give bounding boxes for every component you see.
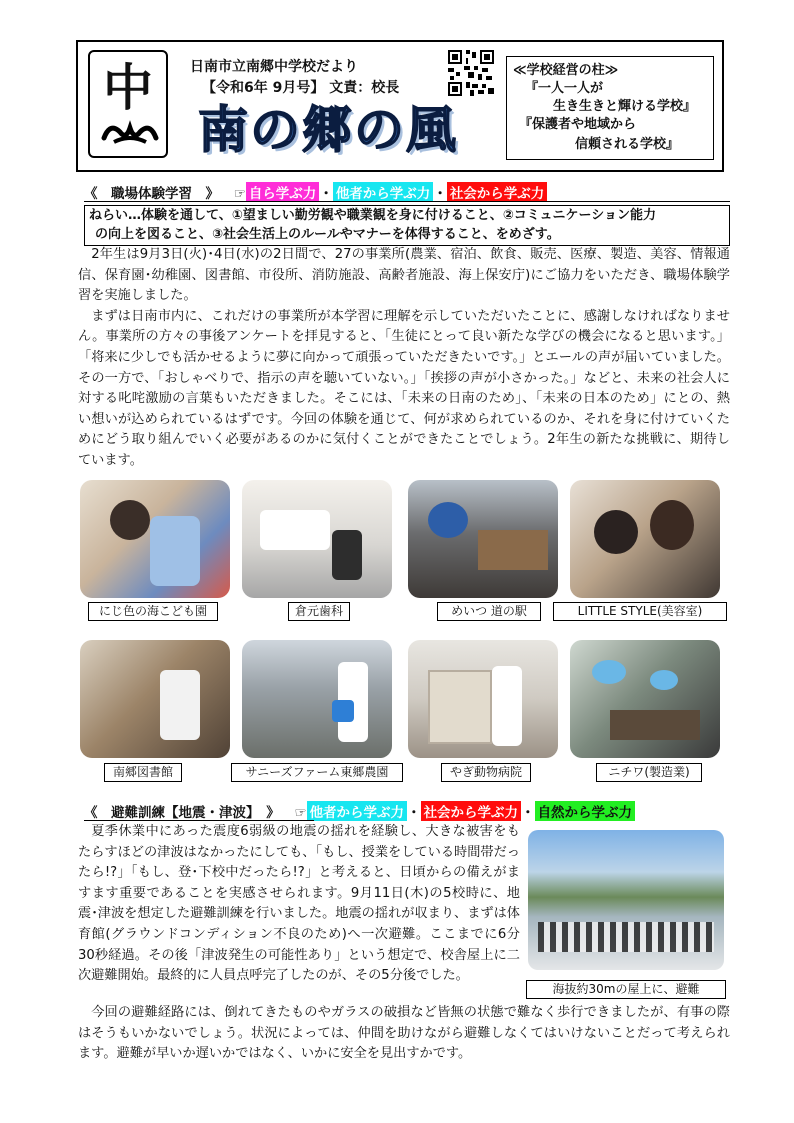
paragraph: 今回の避難経路には、倒れてきたものやガラスの破損など皆無の状態で難なく歩行できましたが、有事の際はそうもいかないでしょう。状況によっては、仲間を助けながら避難しなくてはいけないことだって考えられます。避難が早いか遅いかではなく、いかに安全を見出すかです。	[78, 1005, 730, 1062]
caption: 倉元歯科	[288, 602, 350, 621]
pointing-hand-icon: ☞	[233, 186, 246, 202]
tag-learning-from-others: 他者から学ぶ力	[333, 182, 434, 202]
tag-learning-from-society: 社会から学ぶ力	[421, 801, 522, 821]
caption: 海抜約30mの屋上に、避難	[526, 980, 726, 999]
photo-roadside-station	[408, 480, 558, 598]
caption: サニーズファーム東郷農園	[231, 763, 403, 782]
section-title-workplace: 《 職場体験学習 》 ☞ 自ら学ぶ力 ・ 他者から学ぶ力 ・ 社会から学ぶ力	[84, 182, 547, 202]
workplace-body	[78, 245, 730, 472]
pillar-line: 生き生きと輝ける学校』	[553, 99, 697, 114]
tag-learning-from-society: 社会から学ぶ力	[447, 182, 548, 202]
logo-wave-emblem	[100, 118, 160, 146]
photo-animal-hospital	[408, 640, 558, 758]
tag-learning-from-others: 他者から学ぶ力	[307, 801, 408, 821]
photo-farm	[242, 640, 392, 758]
evacuation-body-continued	[78, 1003, 730, 1065]
paragraph: 夏季休業中にあった震度6弱級の地震の揺れを経験し、大きな被害をもたらすほどの津波はなかったにしても、「もし、授業をしている時間帯だったら!?」「もし、登･下校中だったら!?」と考えると、日頃からの備えがますます重要であることを実感させられます。9月11日(木)の5校時に、地震･津波を想定した避難訓練を行いました。地震の揺れが収まり、まずは体育館(グラウンドコンディション不良のため)へ一次避難。ここまでに6分30秒経過。その後「津波発生の可能性あり」という想定で、校舎屋上に二次避難開始。最終的に人員点呼完了したのが、その5分後でした。	[78, 824, 520, 984]
caption: LITTLE STYLE(美容室)	[553, 602, 727, 621]
caption: 南郷図書館	[104, 763, 182, 782]
section-divider	[84, 201, 730, 202]
photo-kindergarten	[80, 480, 230, 598]
school-pillars-box	[506, 56, 714, 160]
pillar-line: 『保護者や地域から	[519, 117, 637, 132]
newsletter-title: 南の郷の風	[198, 101, 458, 159]
issue-line: 【令和6年 9月号】 文責：校長	[202, 80, 400, 96]
logo-character: 中	[103, 59, 153, 117]
photo-library	[80, 640, 230, 758]
section-divider	[84, 820, 314, 821]
school-name: 日南市立南郷中学校だより	[190, 59, 358, 75]
photo-factory	[570, 640, 720, 758]
paragraph: 2年生は9月3日(火)･4日(水)の2日間で、27の事業所(農業、宿泊、飲食、販売、医療、製造、美容、情報通信、保育園･幼稚園、図書館、市役所、消防施設、高齢者施設、海上保安庁)にご協力をいただき、職場体験学習を実施しました。	[78, 247, 730, 304]
tag-learning-from-nature: 自然から学ぶ力	[535, 801, 636, 821]
pointing-hand-icon: ☞	[294, 805, 307, 821]
evacuation-body	[78, 822, 520, 987]
aim-line: ねらい…体験を通して、①望ましい勤労観や職業観を身に付けること、②コミュニケーション能力	[89, 208, 656, 223]
pillar-line: 『一人一人が	[525, 81, 604, 96]
photo-dental-clinic	[242, 480, 392, 598]
pillars-heading: ≪学校経営の柱≫	[513, 63, 619, 78]
section-title-evacuation: 《 避難訓練【地震・津波】 》 ☞ 他者から学ぶ力 ・ 社会から学ぶ力 ・ 自然から学ぶ力	[84, 801, 635, 821]
photo-rooftop-evacuation	[528, 830, 724, 970]
aim-box	[84, 205, 730, 246]
section-heading: 《 避難訓練【地震・津波】 》	[84, 805, 280, 821]
school-logo	[88, 50, 168, 158]
pillar-line: 信頼される学校』	[575, 137, 680, 152]
qr-code-icon[interactable]	[446, 48, 496, 98]
caption: めいつ 道の駅	[437, 602, 541, 621]
paragraph: まずは日南市内に、これだけの事業所が本学習に理解を示していただいたことに、感謝しなければなりません。事業所の方々の事後アンケートを拝見すると、「生徒にとって良い新たな学びの機会になると思います。」「将来に少しでも活かせるように夢に向かって頑張っていただきたいです。」とエールの声が届いていました。その一方で、「おしゃべりで、指示の声を聴いていない。」「挨拶の声が小さかった。」などと、未来の社会人に対する叱咤激励の言葉もいただきました。そこには、「未来の日南のため」、「未来の日本のため」にとの、熱い想いが込められているはずです。今回の体験を通じて、何が求められているのか、それを身に付けていくためにどう取り組んでいく必要があるのかに気付くことができたことでしょう。2年生の新たな挑戦に、期待しています。	[78, 308, 730, 468]
photo-beauty-salon	[570, 480, 720, 598]
caption: やぎ動物病院	[441, 763, 531, 782]
caption: ニチワ(製造業)	[596, 763, 702, 782]
aim-line: の向上を図ること、③社会生活上のルールやマナーを体得すること、をめざす。	[95, 227, 560, 242]
caption: にじ色の海こども園	[88, 602, 218, 621]
section-heading: 《 職場体験学習 》	[84, 186, 219, 202]
tag-self-learning: 自ら学ぶ力	[246, 182, 320, 202]
